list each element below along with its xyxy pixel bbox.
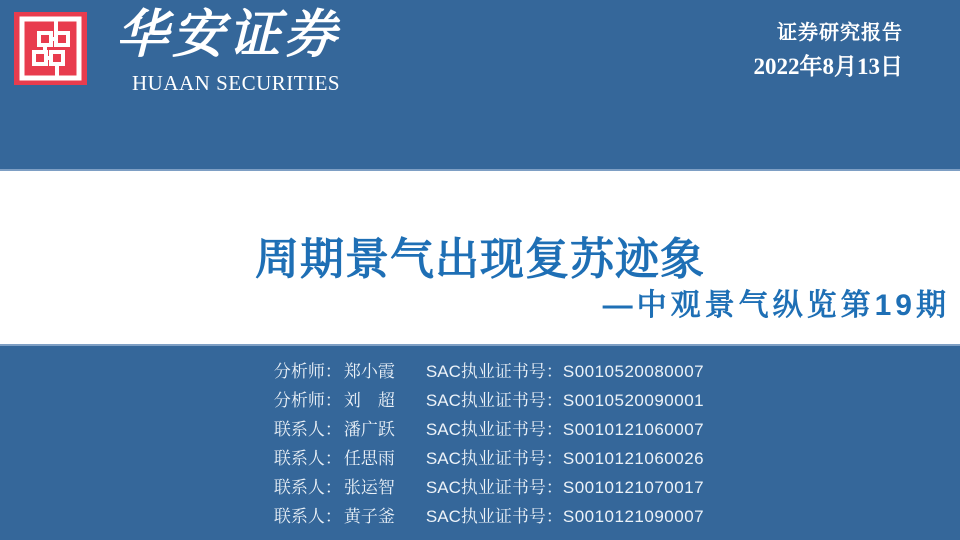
- analyst-row: [9, 357, 960, 386]
- cert-number: S0010121070017: [562, 478, 705, 497]
- huaan-seal-icon: [14, 12, 87, 85]
- analyst-list: [9, 357, 960, 531]
- cert-label: SAC执业证书号：: [425, 478, 563, 497]
- analyst-row: [9, 502, 960, 531]
- analyst-name: 黄子釜: [343, 507, 395, 526]
- analyst-name: 张运智: [343, 478, 395, 497]
- header-band: [0, 0, 960, 171]
- analyst-role-label: 联系人：: [273, 449, 342, 468]
- cert-label: SAC执业证书号：: [425, 391, 563, 410]
- report-date: 2022年8月13日: [753, 54, 903, 79]
- analyst-role-label: 分析师：: [273, 362, 342, 381]
- analyst-row: [9, 473, 960, 502]
- analyst-row: [9, 415, 960, 444]
- analyst-name: 刘 超: [343, 391, 395, 410]
- analyst-name: 潘广跃: [343, 420, 395, 439]
- cert-label: SAC执业证书号：: [425, 420, 563, 439]
- report-subtitle: —中观景气纵览第19期: [602, 289, 950, 322]
- title-band: [0, 171, 960, 344]
- analyst-row: [9, 386, 960, 415]
- huaan-logo: [14, 12, 87, 85]
- analyst-role-label: 分析师：: [273, 391, 342, 410]
- analyst-row: [9, 444, 960, 473]
- cert-number: S0010520080007: [562, 362, 705, 381]
- cert-label: SAC执业证书号：: [425, 507, 563, 526]
- report-type-label: 证券研究报告: [777, 22, 903, 44]
- cert-number: S0010121060026: [562, 449, 705, 468]
- cert-number: S0010121090007: [562, 507, 705, 526]
- cert-label: SAC执业证书号：: [425, 362, 563, 381]
- brand-name-cn: 华安证券: [116, 4, 341, 65]
- analysts-band: [0, 344, 960, 538]
- cert-number: S0010520090001: [562, 391, 705, 410]
- header-right-block: [754, 21, 904, 80]
- analyst-name: 郑小霞: [343, 362, 395, 381]
- analyst-role-label: 联系人：: [273, 478, 342, 497]
- analyst-name: 任思雨: [343, 449, 395, 468]
- analyst-role-label: 联系人：: [273, 507, 342, 526]
- analyst-role-label: 联系人：: [273, 420, 342, 439]
- report-title: 周期景气出现复苏迹象: [255, 235, 705, 284]
- brand-name-en: HUAAN SECURITIES: [132, 71, 341, 95]
- cert-label: SAC执业证书号：: [425, 449, 563, 468]
- cert-number: S0010121060007: [562, 420, 705, 439]
